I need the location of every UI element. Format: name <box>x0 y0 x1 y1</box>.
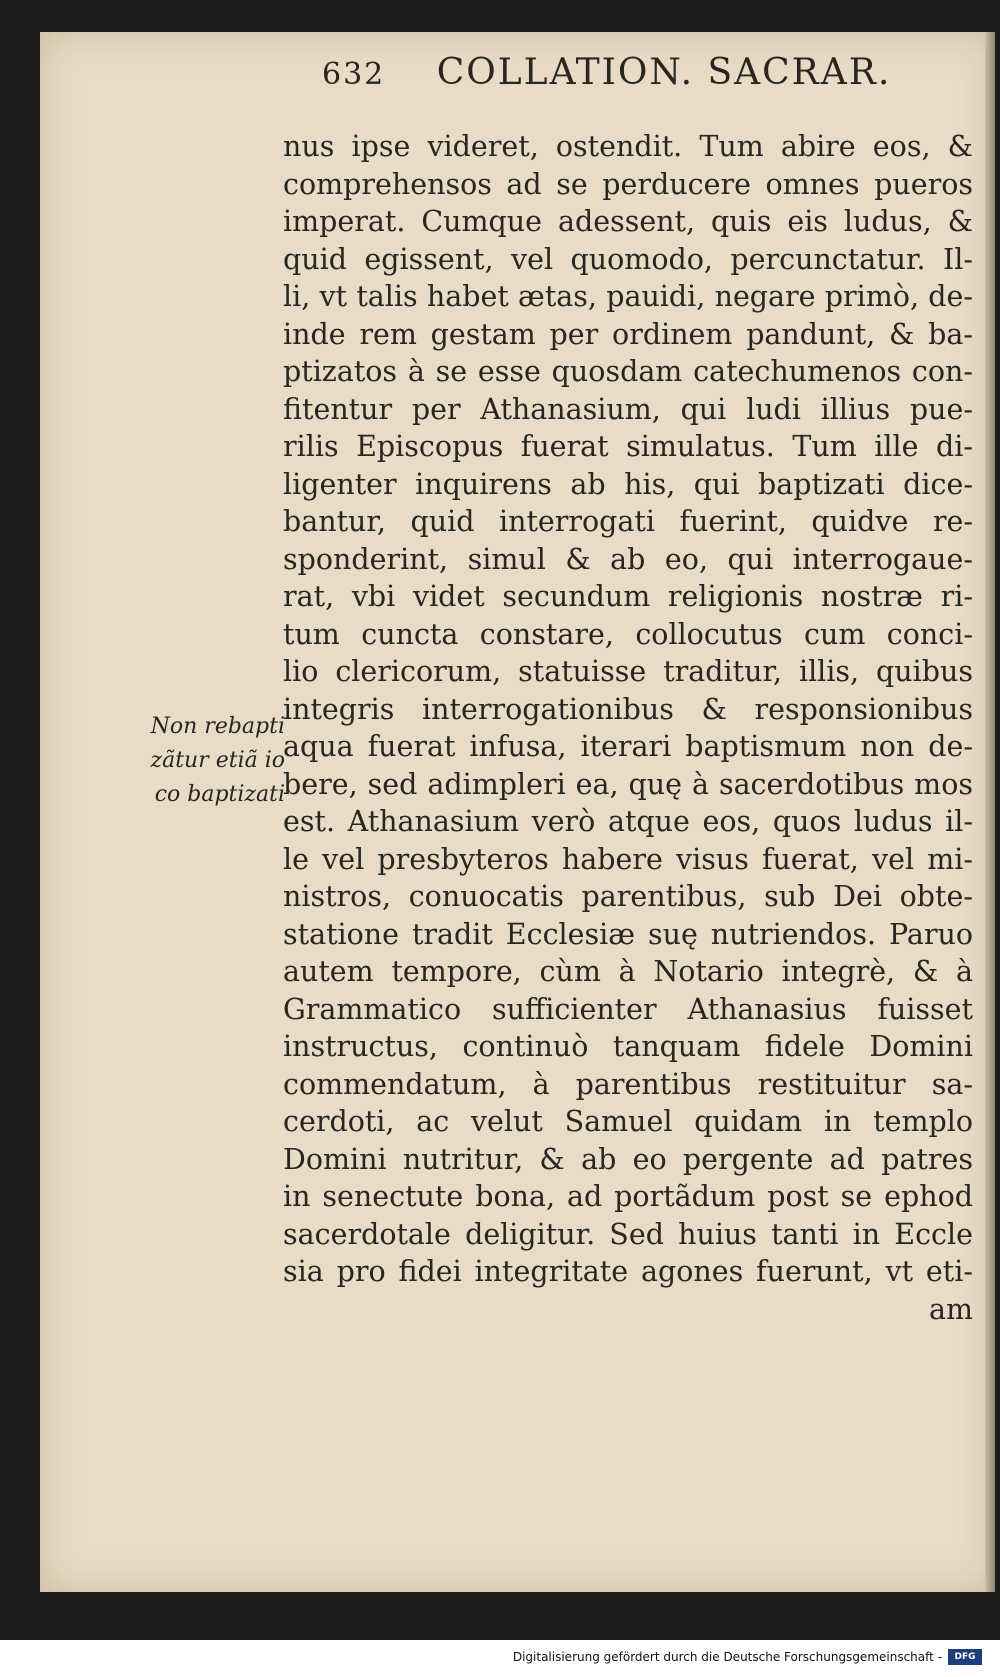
text-line: rilis Episcopus fuerat simulatus. Tum ille di- <box>283 430 973 463</box>
text-line: Grammatico sufficienter Athanasius fuisset <box>283 992 973 1026</box>
text-line: commendatum, à parentibus restituitur sa- <box>283 1067 973 1101</box>
text-line: lio clericorum, statuisse traditur, illis, quibus <box>283 655 973 688</box>
running-head <box>322 52 902 93</box>
text-line: ptizatos à se esse quosdam catechumenos con- <box>283 355 973 388</box>
running-title: COLLATION. SACRAR. <box>436 52 892 93</box>
text-line: bantur, quid interrogati fuerint, quidve re- <box>283 505 973 538</box>
text-line: Domini nutritur, & ab eo pergente ad patres <box>283 1142 973 1176</box>
body-text <box>283 128 973 1328</box>
dfg-logo: DFG <box>948 1649 982 1665</box>
text-line: integris interrogationibus & responsionibus <box>283 692 973 726</box>
catchword: am <box>928 1292 973 1326</box>
text-line: statione tradit Ecclesiæ suę nutriendos. Paruo <box>283 917 973 951</box>
text-line: sia pro fidei integritate agones fuerunt, vt eti- <box>283 1255 973 1288</box>
text-line: est. Athanasium verò atque eos, quos ludus il- <box>283 805 973 838</box>
text-line: autem tempore, cùm à Notario integrè, & à <box>283 955 973 988</box>
text-line: fitentur per Athanasium, qui ludi illius pue- <box>283 392 973 426</box>
page-edge <box>985 32 995 1592</box>
text-line: tum cuncta constare, collocutus cum conci- <box>283 617 973 651</box>
text-line: instructus, continuò tanquam fidele Domini <box>283 1030 973 1063</box>
text-line: nistros, conuocatis parentibus, sub Dei obte- <box>283 880 973 913</box>
page-number: 632 <box>322 57 386 92</box>
margin-note-line: zãtur etiã io <box>150 748 285 773</box>
text-line: nus ipse videret, ostendit. Tum abire eos, & <box>283 130 973 163</box>
footer-credit: Digitalisierung gefördert durch die Deutsche Forschungsgemeinschaft - <box>512 1650 942 1664</box>
text-line: bere, sed adimpleri ea, quę à sacerdotibus mos <box>283 767 973 801</box>
text-line: inde rem gestam per ordinem pandunt, & ba- <box>283 317 973 351</box>
text-line: comprehensos ad se perducere omnes pueros <box>283 167 973 201</box>
text-line: sacerdotale deligitur. Sed huius tanti in Eccle <box>283 1217 973 1251</box>
text-line: ligenter inquirens ab his, qui baptizati dice- <box>283 467 973 501</box>
margin-note-line: co baptizati <box>154 782 285 807</box>
text-line: le vel presbyteros habere visus fuerat, vel mi- <box>283 842 973 876</box>
text-line: cerdoti, ac velut Samuel quidam in templo <box>283 1105 973 1138</box>
margin-note-line: Non rebapti <box>150 714 285 739</box>
text-line: quid egissent, vel quomodo, percunctatur. Il- <box>283 242 973 276</box>
text-line: aqua fuerat infusa, iterari baptismum non de- <box>283 730 973 763</box>
margin-note <box>130 710 285 812</box>
text-line: imperat. Cumque adessent, quis eis ludus, & <box>283 205 973 238</box>
text-line: li, vt talis habet ætas, pauidi, negare primò, de- <box>283 280 973 313</box>
text-line: in senectute bona, ad portãdum post se ephod <box>283 1180 973 1213</box>
text-line: sponderint, simul & ab eo, qui interrogaue- <box>283 542 973 576</box>
text-line: rat, vbi videt secundum religionis nostræ ri- <box>283 580 973 613</box>
